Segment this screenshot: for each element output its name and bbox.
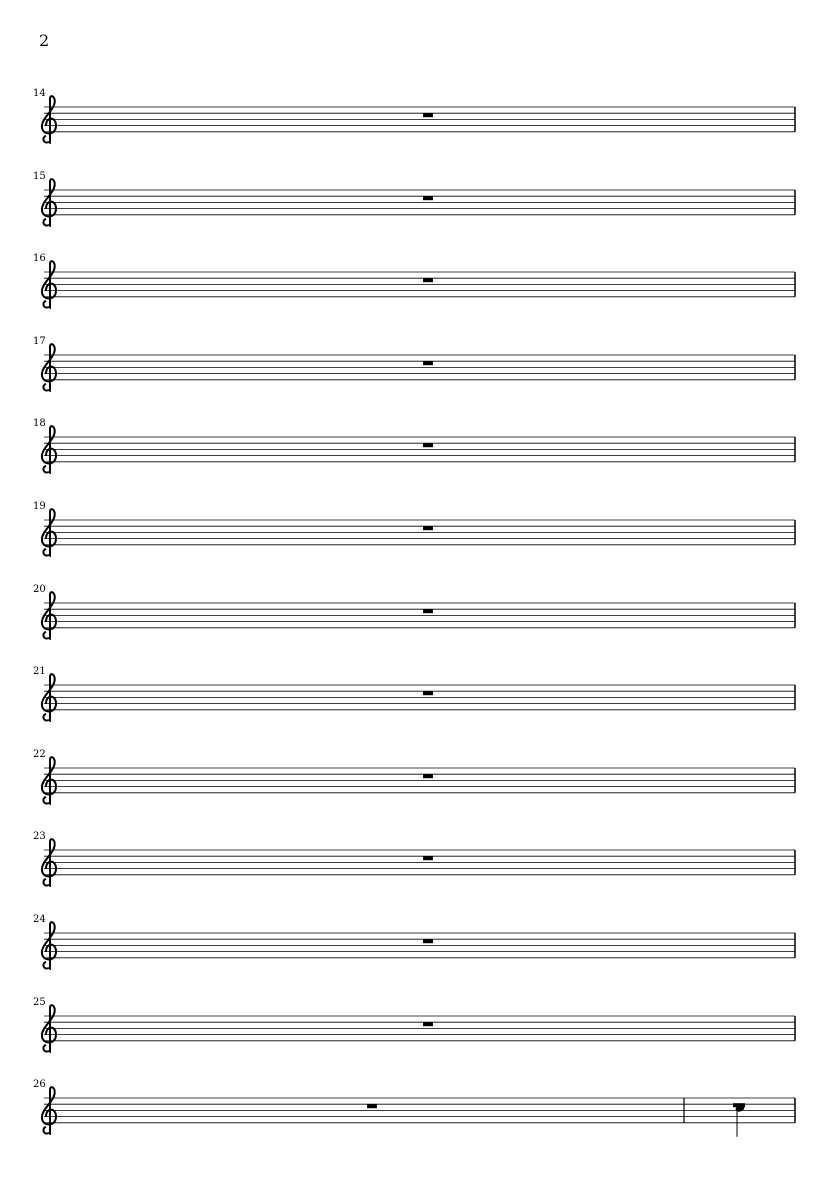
measure-number: 18 <box>33 418 46 429</box>
treble-clef-icon <box>42 592 56 640</box>
page-number: 2 <box>39 31 50 50</box>
measure-number: 16 <box>33 253 46 264</box>
treble-clef-icon <box>42 96 56 144</box>
whole-rest <box>423 113 433 117</box>
measure-number: 25 <box>33 997 46 1008</box>
whole-rest <box>367 1104 377 1108</box>
whole-rest <box>423 609 433 613</box>
whole-rest <box>423 361 433 365</box>
staff-system <box>0 667 835 727</box>
treble-clef-icon <box>42 757 56 805</box>
treble-clef-icon <box>42 839 56 887</box>
measure-number: 19 <box>33 501 46 512</box>
treble-clef-icon <box>42 509 56 557</box>
staff-system <box>0 172 835 232</box>
staff-system <box>0 1080 835 1140</box>
staff <box>0 998 835 1058</box>
whole-rest <box>423 1022 433 1026</box>
staff-system <box>0 832 835 892</box>
treble-clef-icon <box>42 179 56 227</box>
measure-number: 20 <box>33 584 46 595</box>
measure-number: 15 <box>33 171 46 182</box>
whole-rest <box>423 196 433 200</box>
staff <box>0 254 835 314</box>
treble-clef-icon <box>42 261 56 309</box>
staff-system <box>0 585 835 645</box>
staff <box>0 419 835 479</box>
staff-system <box>0 915 835 975</box>
note-rest-symbol <box>733 1103 745 1107</box>
whole-rest <box>423 774 433 778</box>
treble-clef-icon <box>42 1005 56 1053</box>
staff-system <box>0 502 835 562</box>
staff <box>0 832 835 892</box>
measure-number: 26 <box>33 1079 46 1090</box>
staff-system <box>0 337 835 397</box>
treble-clef-icon <box>42 674 56 722</box>
whole-rest <box>423 278 433 282</box>
measure-number: 21 <box>33 666 46 677</box>
staff <box>0 172 835 232</box>
staff-system <box>0 998 835 1058</box>
staff <box>0 750 835 810</box>
whole-rest <box>423 856 433 860</box>
staff <box>0 89 835 149</box>
staff-system <box>0 89 835 149</box>
treble-clef-icon <box>42 1087 56 1135</box>
measure-number: 17 <box>33 336 46 347</box>
staff <box>0 337 835 397</box>
staff-system <box>0 254 835 314</box>
measure-number: 24 <box>33 914 46 925</box>
staff <box>0 585 835 645</box>
staff <box>0 502 835 562</box>
whole-rest <box>423 691 433 695</box>
whole-rest <box>423 939 433 943</box>
measure-number: 23 <box>33 831 46 842</box>
staff <box>0 915 835 975</box>
staff <box>0 667 835 727</box>
staff-system <box>0 419 835 479</box>
measure-number: 22 <box>33 749 46 760</box>
treble-clef-icon <box>42 922 56 970</box>
staff-system <box>0 750 835 810</box>
whole-rest <box>423 443 433 447</box>
whole-rest <box>423 526 433 530</box>
treble-clef-icon <box>42 344 56 392</box>
staff <box>0 1080 835 1140</box>
measure-number: 14 <box>33 88 46 99</box>
treble-clef-icon <box>42 426 56 474</box>
